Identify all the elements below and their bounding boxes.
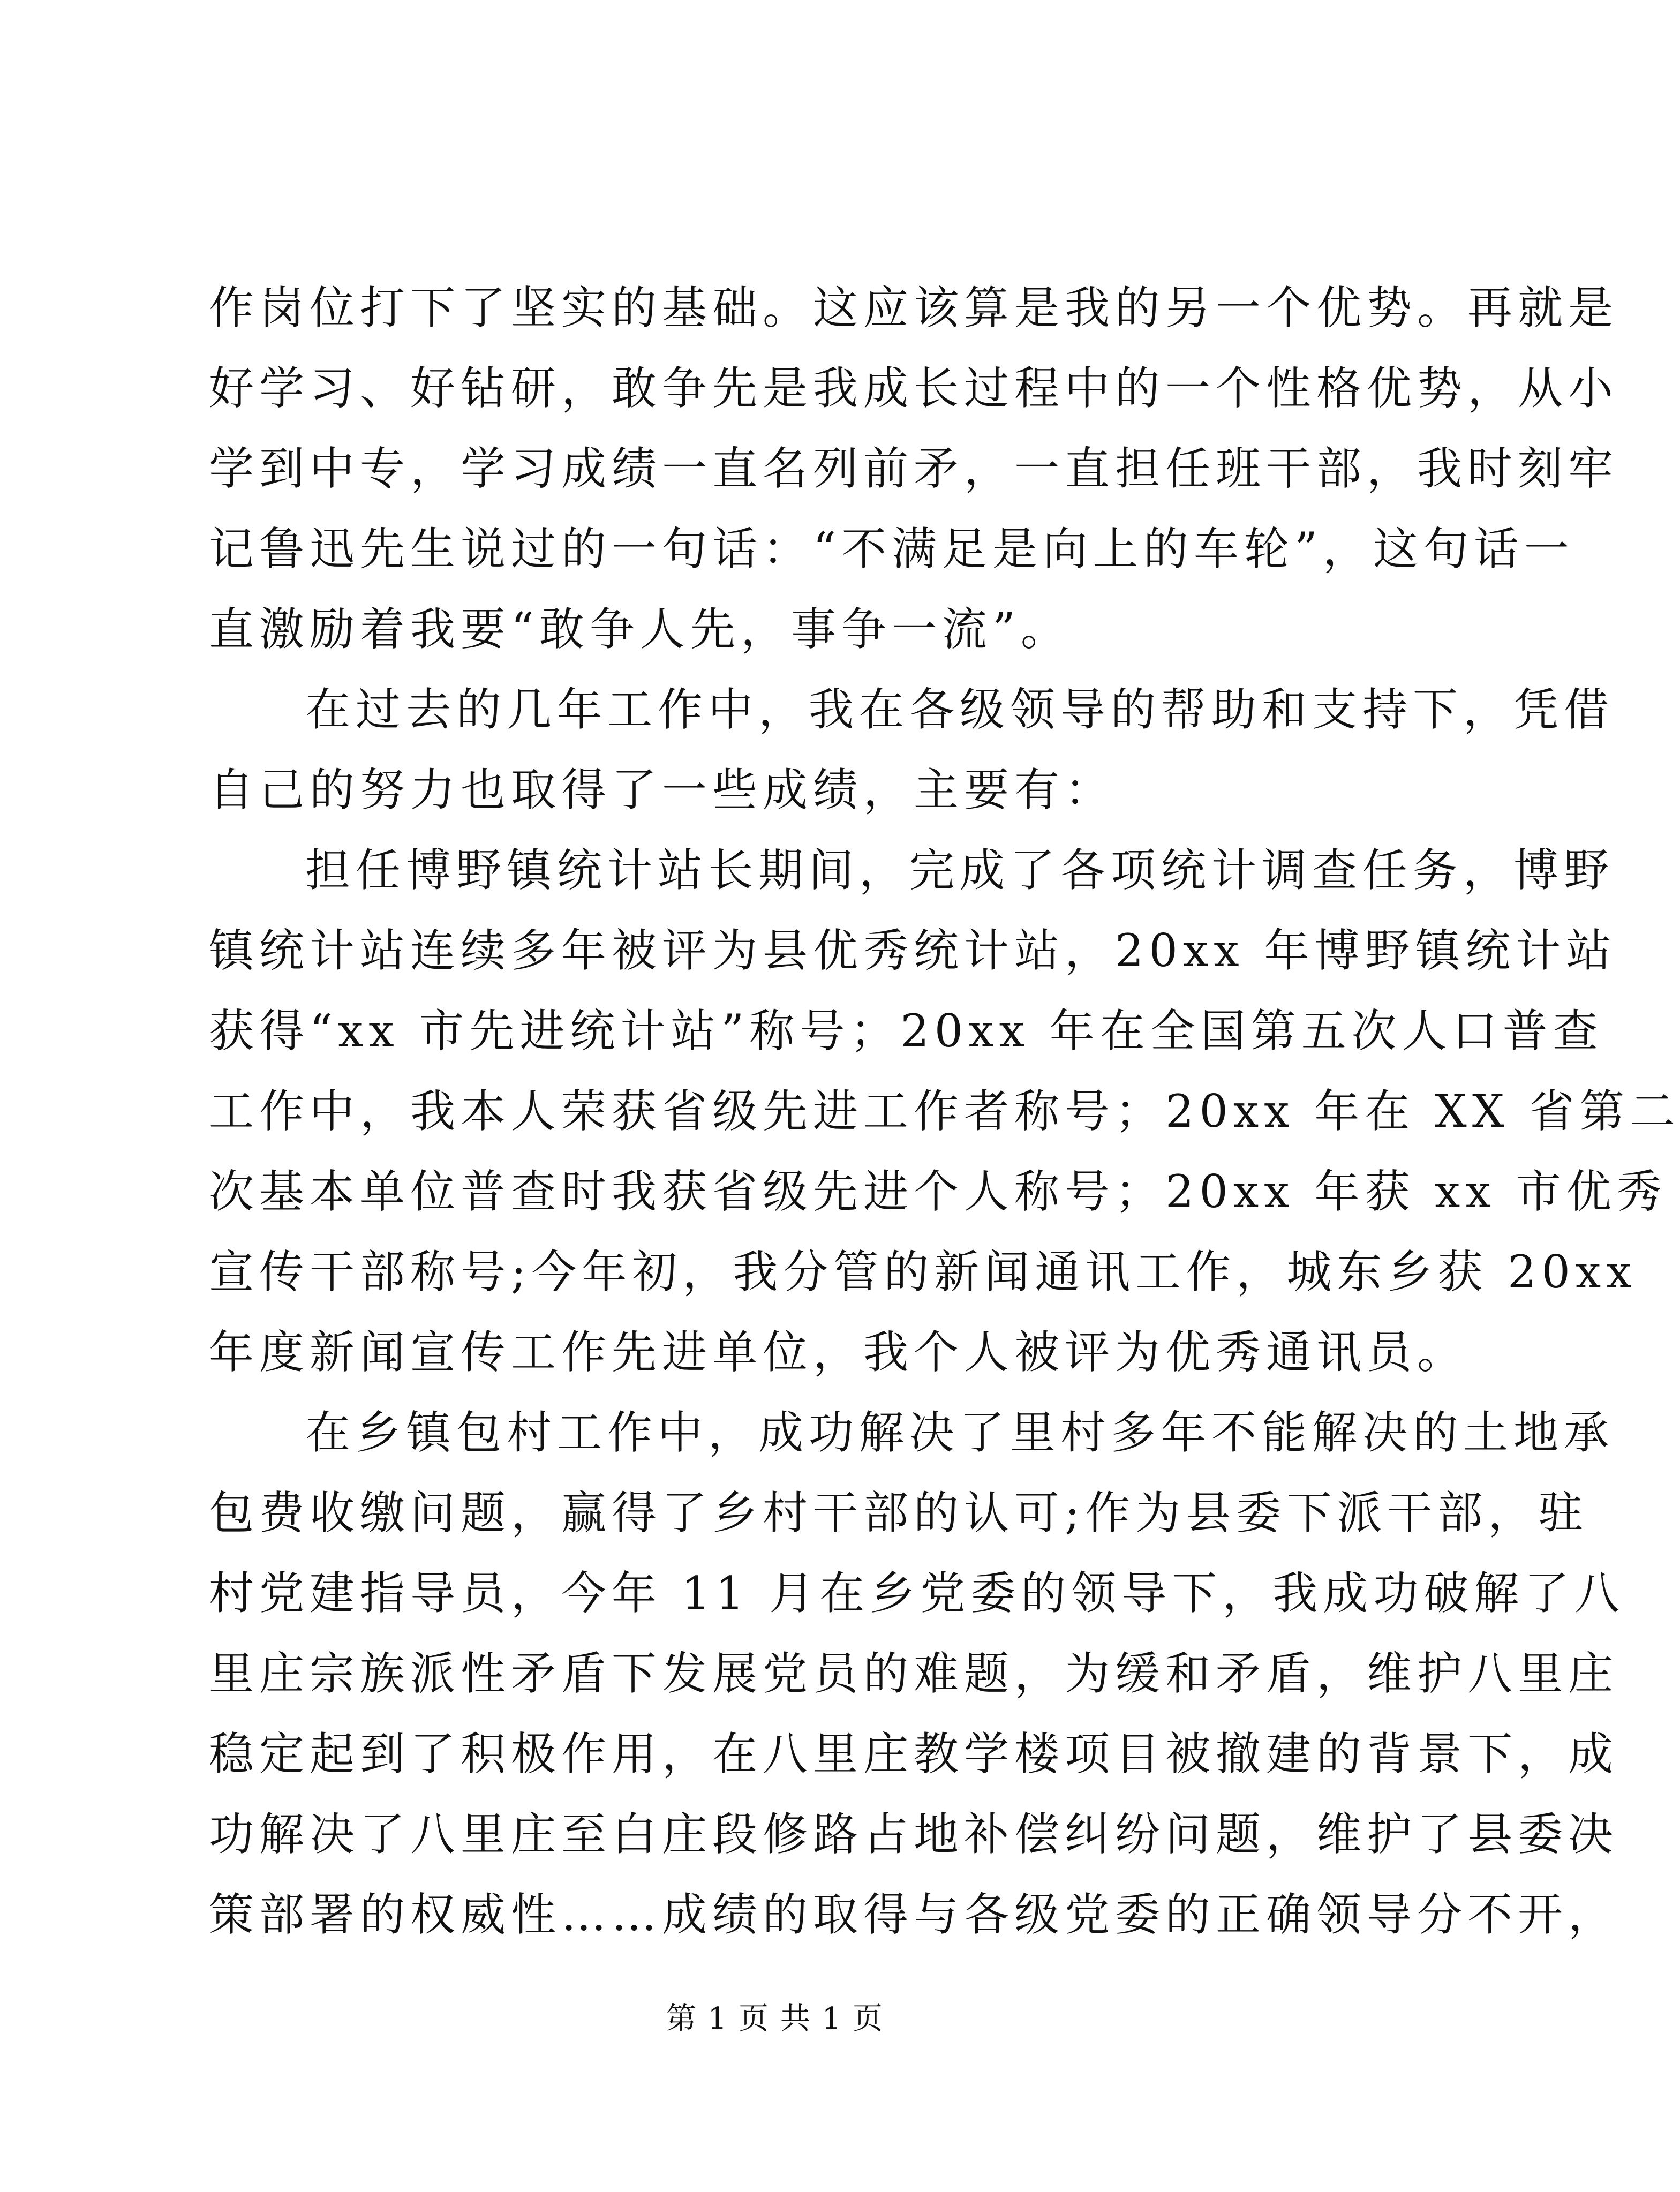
text-line-16: 包费收缴问题，赢得了乡村干部的认可;作为县委下派干部，驻 bbox=[209, 1487, 1589, 1539]
text-line-19: 稳定起到了积极作用，在八里庄教学楼项目被撤建的背景下，成 bbox=[209, 1728, 1619, 1780]
text-line-1: 作岗位打下了坚实的基础。这应该算是我的另一个优势。再就是 bbox=[209, 282, 1619, 334]
text-line-6: 在过去的几年工作中，我在各级领导的帮助和支持下，凭借 bbox=[305, 683, 1615, 736]
text-line-12: 次基本单位普查时我获省级先进个人称号；20xx 年获 xx 市优秀 bbox=[209, 1165, 1667, 1218]
text-line-9: 镇统计站连续多年被评为县优秀统计站，20xx 年博野镇统计站 bbox=[209, 924, 1617, 977]
document-body bbox=[209, 268, 1680, 1955]
text-line-2: 好学习、好钻研，敢争先是我成长过程中的一个性格优势，从小 bbox=[209, 362, 1619, 415]
page-footer: 第 1 页 共 1 页 bbox=[666, 2001, 884, 2036]
text-line-13: 宣传干部称号;今年初，我分管的新闻通讯工作，城东乡获 20xx bbox=[209, 1246, 1637, 1298]
text-line-5: 直激励着我要“敢争人先，事争一流”。 bbox=[209, 603, 1071, 656]
text-line-10: 获得“xx 市先进统计站”称号；20xx 年在全国第五次人口普查 bbox=[209, 1005, 1603, 1057]
text-line-20: 功解决了八里庄至白庄段修路占地补偿纠纷问题，维护了县委决 bbox=[209, 1808, 1619, 1860]
text-line-4: 记鲁迅先生说过的一句话：“不满足是向上的车轮”，这句话一 bbox=[209, 523, 1574, 575]
text-line-21: 策部署的权威性……成绩的取得与各级党委的正确领导分不开， bbox=[209, 1888, 1619, 1941]
text-line-11: 工作中，我本人荣获省级先进工作者称号；20xx 年在 XX 省第二 bbox=[209, 1085, 1680, 1138]
text-line-7: 自己的努力也取得了一些成绩，主要有： bbox=[209, 764, 1116, 816]
text-line-14: 年度新闻宣传工作先进单位，我个人被评为优秀通讯员。 bbox=[209, 1326, 1468, 1379]
text-line-8: 担任博野镇统计站长期间，完成了各项统计调查任务，博野 bbox=[305, 844, 1615, 897]
text-line-18: 里庄宗族派性矛盾下发展党员的难题，为缓和矛盾，维护八里庄 bbox=[209, 1647, 1619, 1700]
text-line-17: 村党建指导员，今年 11 月在乡党委的领导下，我成功破解了八 bbox=[209, 1567, 1625, 1619]
text-line-15: 在乡镇包村工作中，成功解决了里村多年不能解决的土地承 bbox=[305, 1406, 1615, 1459]
text-line-3: 学到中专，学习成绩一直名列前矛，一直担任班干部，我时刻牢 bbox=[209, 442, 1619, 495]
